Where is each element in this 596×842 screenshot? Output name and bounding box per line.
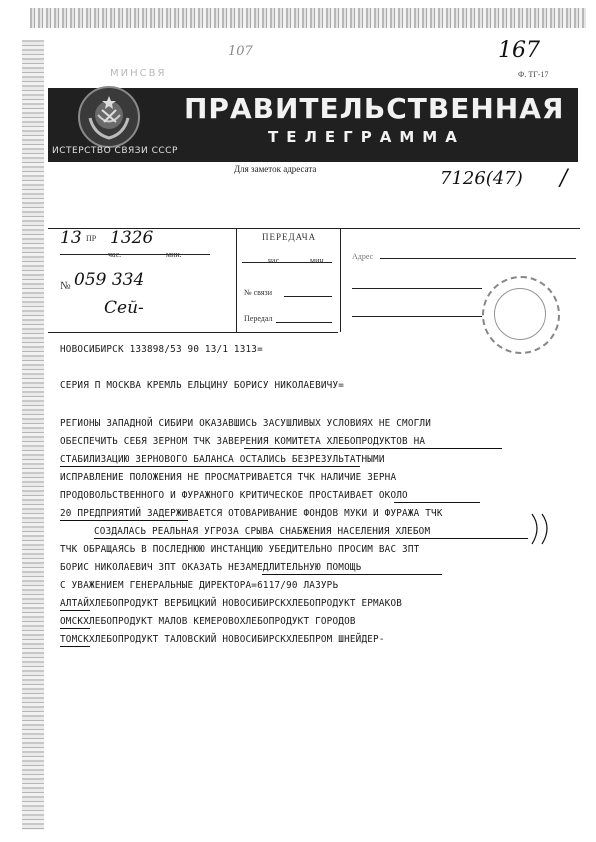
- header-subtitle: ТЕЛЕГРАММА: [268, 128, 465, 146]
- telegram-body-line: ПРОДОВОЛЬСТВЕННОГО И ФУРАЖНОГО КРИТИЧЕСКОЕ ПРОСТАИВАЕТ ОКОЛО: [60, 490, 408, 501]
- pencil-underline: [60, 520, 188, 521]
- telegram-signatory-line: АЛТАЙХЛЕБОПРОДУКТ ВЕРБИЦКИЙ НОВОСИБИРСКХЛЕБОПРОДУКТ ЕРМАКОВ: [60, 598, 403, 609]
- address-line-1: [380, 258, 576, 259]
- address-line-2: [352, 288, 482, 289]
- reception-time: 1326: [110, 228, 154, 248]
- telegram-signature-line: С УВАЖЕНИЕМ ГЕНЕРАЛЬНЫЕ ДИРЕКТОРА=6117/90 ЛАЗУРЬ: [60, 580, 339, 591]
- reception-pr-label: ПР: [86, 234, 97, 243]
- notes-label: Для заметок адресата: [234, 164, 317, 174]
- pencil-underline: [60, 466, 360, 467]
- handwritten-mark: /: [560, 166, 568, 191]
- handwritten-reference: 7126(47): [440, 168, 523, 189]
- postal-stamp-inner: [494, 288, 546, 340]
- transmission-unit-minutes: мин.: [310, 256, 326, 265]
- postal-stamp-icon: [482, 276, 560, 354]
- pencil-underline: [262, 574, 442, 575]
- pencil-underline: [244, 448, 502, 449]
- transmission-connection-label: № связи: [244, 288, 272, 297]
- pencil-underline: [60, 646, 90, 647]
- reception-time-line: [60, 254, 210, 255]
- telegram-signatory-line: ОМСКХЛЕБОПРОДУКТ МАЛОВ КЕМЕРОВОХЛЕБОПРОДУКТ ГОРОДОВ: [60, 616, 356, 627]
- ussr-emblem-icon: [78, 86, 140, 148]
- scan-noise-left: [22, 40, 44, 830]
- address-line-3: [352, 316, 482, 317]
- transmission-connection-line: [284, 296, 332, 297]
- transmission-sent-label: Передал: [244, 314, 273, 323]
- transmission-unit-hours: час.: [268, 256, 282, 265]
- header-title: ПРАВИТЕЛЬСТВЕННАЯ: [184, 92, 565, 125]
- transmission-label: ПЕРЕДАЧА: [262, 232, 317, 242]
- box-divider-1: [236, 228, 237, 332]
- telegram-signatory-line: ТОМСКХЛЕБОПРОДУКТ ТАЛОВСКИЙ НОВОСИБИРСКХЛЕБПРОМ ШНЕЙДЕР-: [60, 634, 385, 645]
- header-ministry: ИСТЕРСТВО СВЯЗИ СССР: [52, 146, 178, 156]
- reception-unit-hours: час.: [108, 250, 122, 259]
- pencil-underline: [60, 628, 90, 629]
- telegram-body-line: ОБЕСПЕЧИТЬ СЕБЯ ЗЕРНОМ ТЧК ЗАВЕРЕНИЯ КОМИТЕТА ХЛЕБОПРОДУКТОВ НА: [60, 436, 426, 447]
- pencil-underline: [60, 610, 90, 611]
- telegram-body-line: БОРИС НИКОЛАЕВИЧ ЗПТ ОКАЗАТЬ НЕЗАМЕДЛИТЕЛЬНУЮ ПОМОЩЬ: [60, 562, 362, 573]
- reception-date: 13: [60, 228, 82, 248]
- box-divider-2: [340, 228, 341, 332]
- telegram-body-line: ТЧК ОБРАЩАЯСЬ В ПОСЛЕДНЮЮ ИНСТАНЦИЮ УБЕДИТЕЛЬНО ПРОСИМ ВАС ЗПТ: [60, 544, 420, 555]
- address-label: Адрес: [352, 252, 374, 261]
- transmission-sent-line: [276, 322, 332, 323]
- handwritten-page-number: 167: [498, 38, 540, 63]
- faded-ministry-text: МИНСВЯ: [110, 68, 167, 79]
- form-code: Ф. ТГ-17: [518, 70, 549, 79]
- telegram-body-line: 20 ПРЕДПРИЯТИЙ ЗАДЕРЖИВАЕТСЯ ОТОВАРИВАНИЕ ФОНДОВ МУКИ И ФУРАЖА ТЧК: [60, 508, 443, 519]
- box-bottom-border: [48, 332, 338, 333]
- telegram-addressee-line: СЕРИЯ П МОСКВА КРЕМЛЬ ЕЛЬЦИНУ БОРИСУ НИКОЛАЕВИЧУ=: [60, 380, 345, 391]
- reception-signature: Сей-: [104, 298, 144, 318]
- scan-noise-top: [30, 8, 586, 28]
- telegram-header-line: НОВОСИБИРСК 133898/53 90 13/1 1313=: [60, 344, 263, 355]
- telegram-body-line: РЕГИОНЫ ЗАПАДНОЙ СИБИРИ ОКАЗАВШИСЬ ЗАСУШЛИВЫХ УСЛОВИЯХ НЕ СМОГЛИ: [60, 418, 432, 429]
- faded-handwritten-number: 107: [228, 44, 253, 59]
- pencil-underline: [394, 502, 480, 503]
- pencil-bracket-icon: [528, 512, 558, 546]
- pencil-underline: [94, 538, 528, 539]
- reception-number-label: №: [60, 280, 71, 292]
- telegram-body-line: СОЗДАЛАСЬ РЕАЛЬНАЯ УГРОЗА СРЫВА СНАБЖЕНИЯ НАСЕЛЕНИЯ ХЛЕБОМ: [94, 526, 431, 537]
- reception-unit-minutes: мин.: [166, 250, 182, 259]
- reception-number: 059 334: [74, 270, 145, 290]
- telegram-body-line: СТАБИЛИЗАЦИЮ ЗЕРНОВОГО БАЛАНСА ОСТАЛИСЬ БЕЗРЕЗУЛЬТАТНЫМИ: [60, 454, 385, 465]
- telegram-body-line: ИСПРАВЛЕНИЕ ПОЛОЖЕНИЯ НЕ ПРОСМАТРИВАЕТСЯ ТЧК НАЛИЧИЕ ЗЕРНА: [60, 472, 397, 483]
